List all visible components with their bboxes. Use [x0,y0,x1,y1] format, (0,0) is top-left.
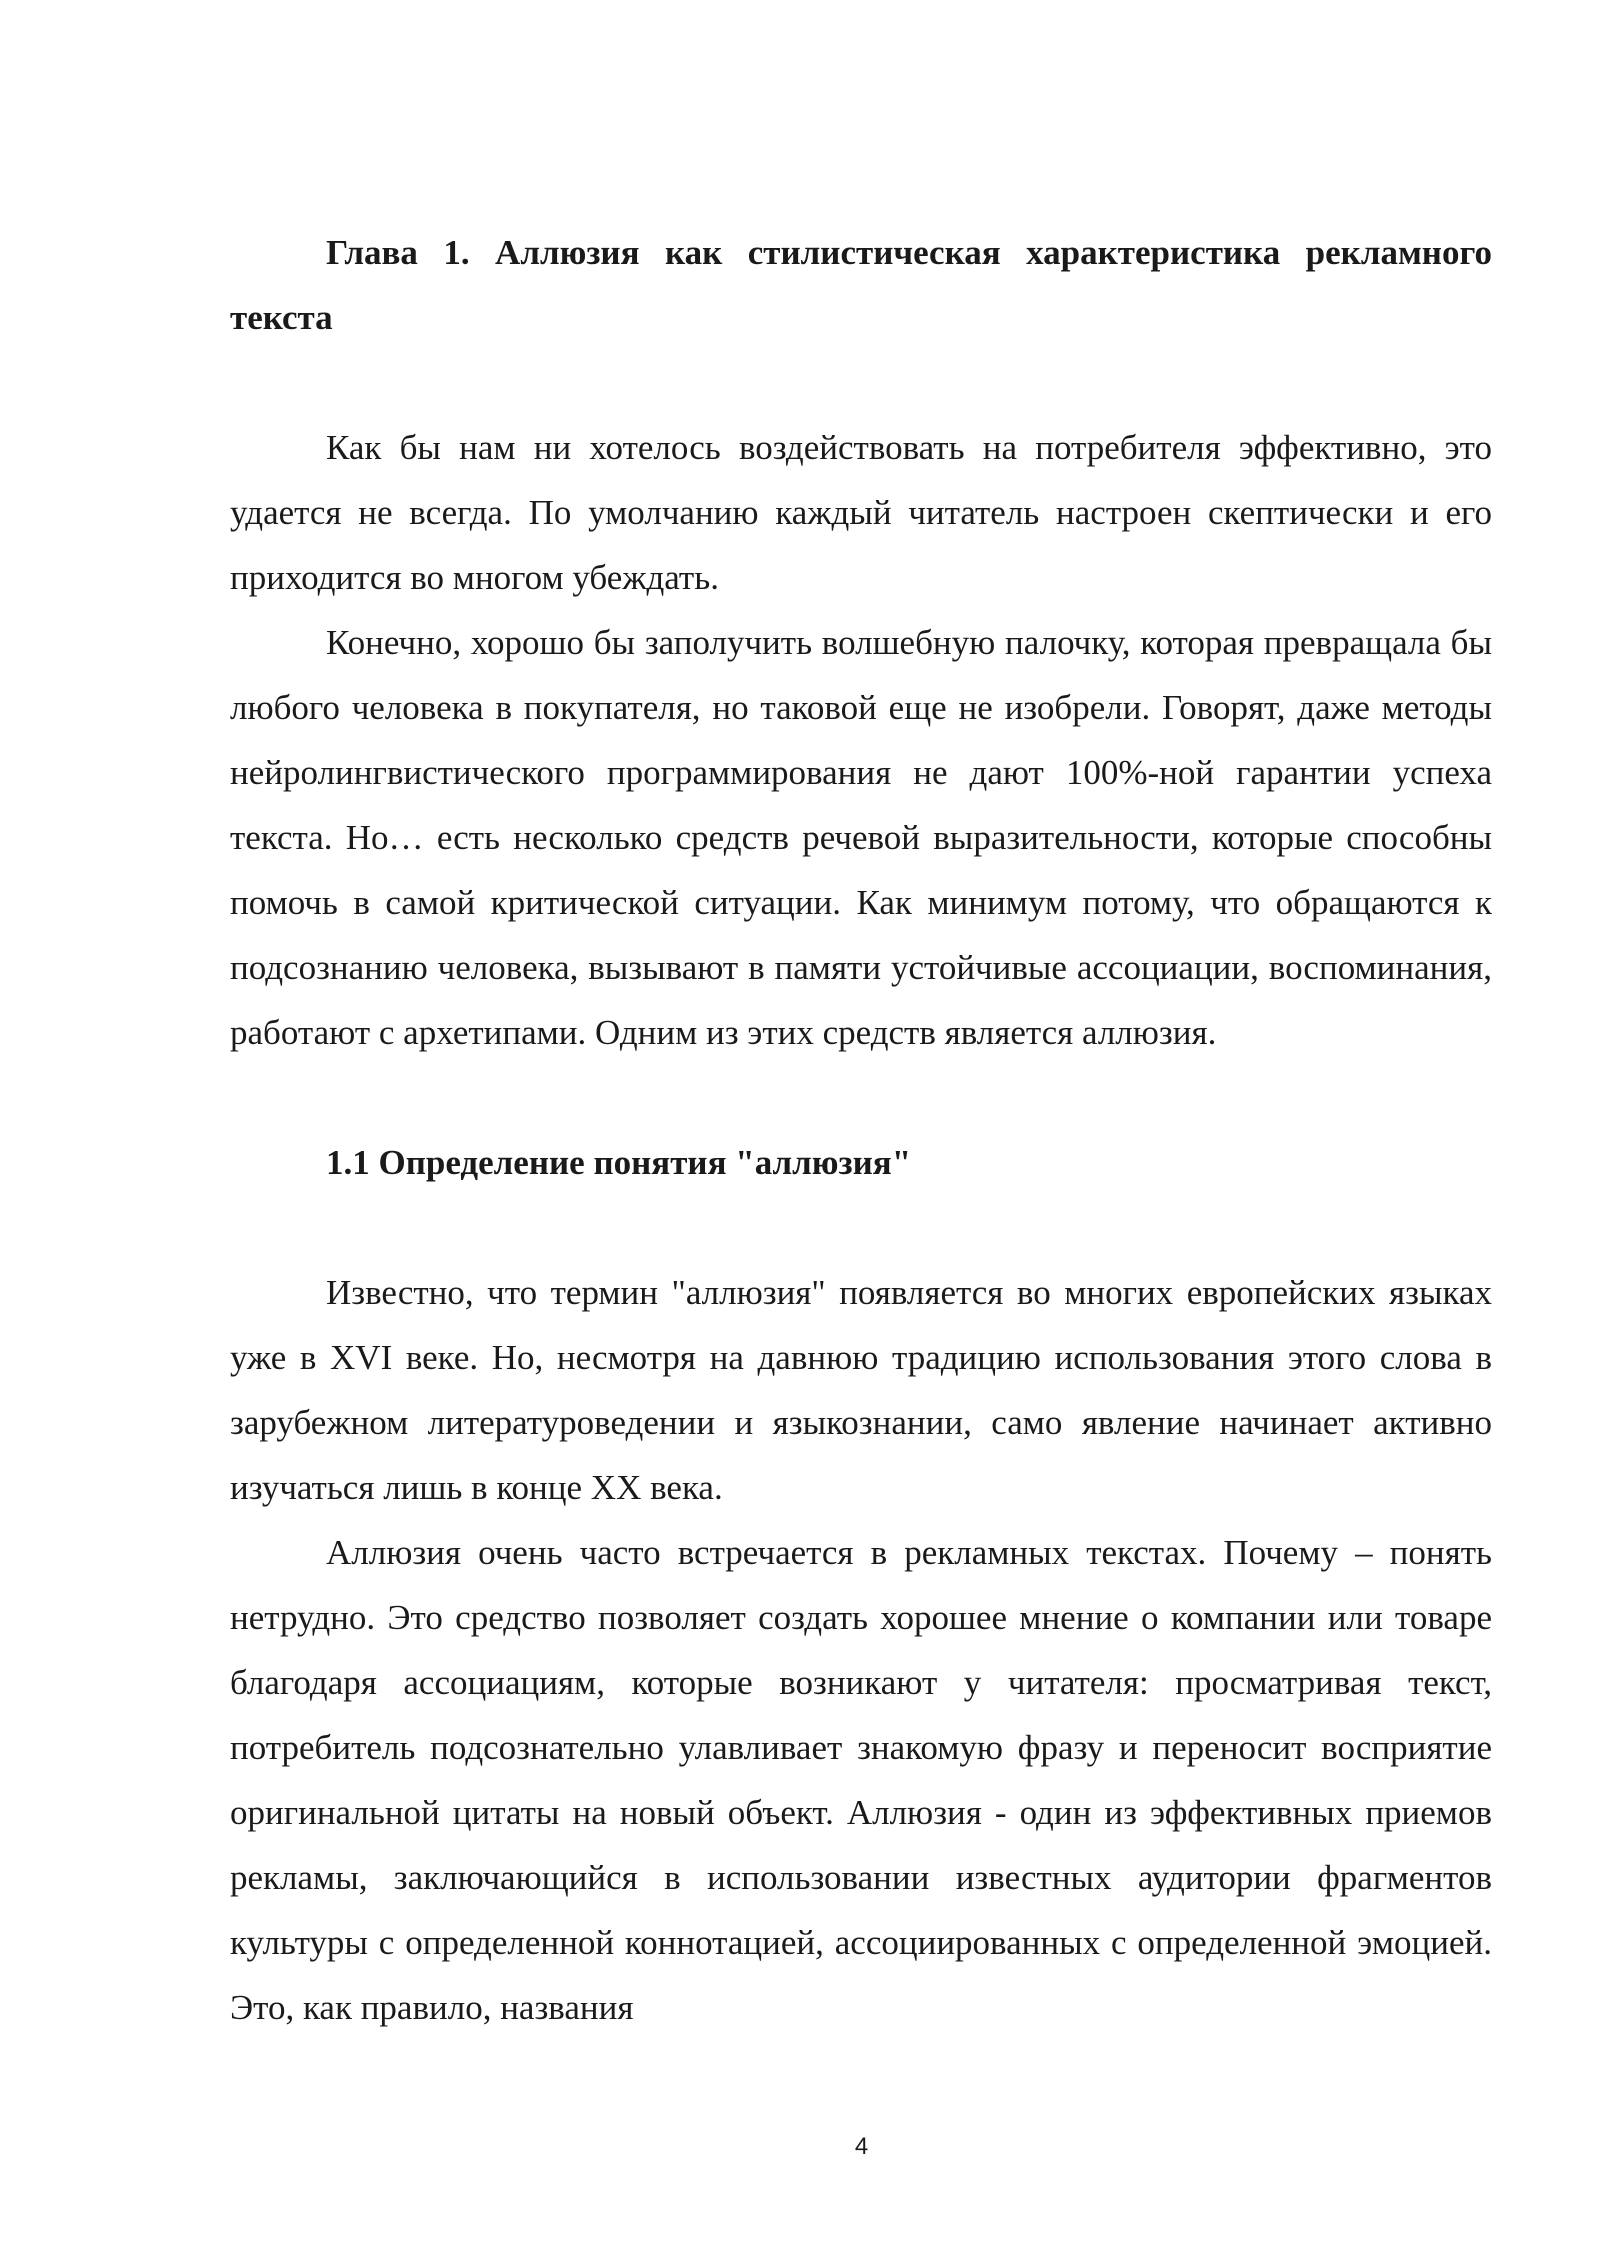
section-title: 1.1 Определение понятия "аллюзия" [326,1143,912,1182]
chapter-paragraph-2: Конечно, хорошо бы заполучить волшебную палочку, которая превращала бы любого человека в покупателя, но таковой еще не изобрели. Говорят, даже методы нейролингвистического программирования не дают 100%-ной гарантии успеха текста. Но… есть несколько средств речевой выразительности, которые способны помочь в самой критической ситуации. Как минимум потому, что обращаются к подсознанию человека, вызывают в памяти устойчивые ассоциации, воспоминания, работают с архетипами. Одним из этих средств является аллюзия. [230,623,1492,1052]
section-paragraph-1: Известно, что термин "аллюзия" появляется во многих европейских языках уже в XVI веке. Но, несмотря на давнюю традицию использования этого слова в зарубежном литературоведении и языкознании, само явление начинает активно изучаться лишь в конце XX века. [230,1273,1492,1507]
spacer [230,1065,1492,1130]
section-paragraph-2: Аллюзия очень часто встречается в рекламных текстах. Почему – понять нетрудно. Это средство позволяет создать хорошее мнение о компании или товаре благодаря ассоциациям, которые возникают у читателя: просматривая текст, потребитель подсознательно улавливает знакомую фразу и переносит восприятие оригинальной цитаты на новый объект. Аллюзия - один из эффективных приемов рекламы, заключающийся в использовании известных аудитории фрагментов культуры с определенной коннотацией, ассоциированных с определенной эмоцией. Это, как правило, названия [230,1533,1492,2027]
document-page [230,220,1492,2040]
page-number: 4 [854,2133,869,2160]
chapter-title: Глава 1. Аллюзия как стилистическая характеристика рекламного текста [230,233,1492,337]
chapter-paragraph-1: Как бы нам ни хотелось воздействовать на потребителя эффективно, это удается не всегда. По умолчанию каждый читатель настроен скептически и его приходится во многом убеждать. [230,428,1492,597]
spacer [230,350,1492,415]
spacer [230,1195,1492,1260]
